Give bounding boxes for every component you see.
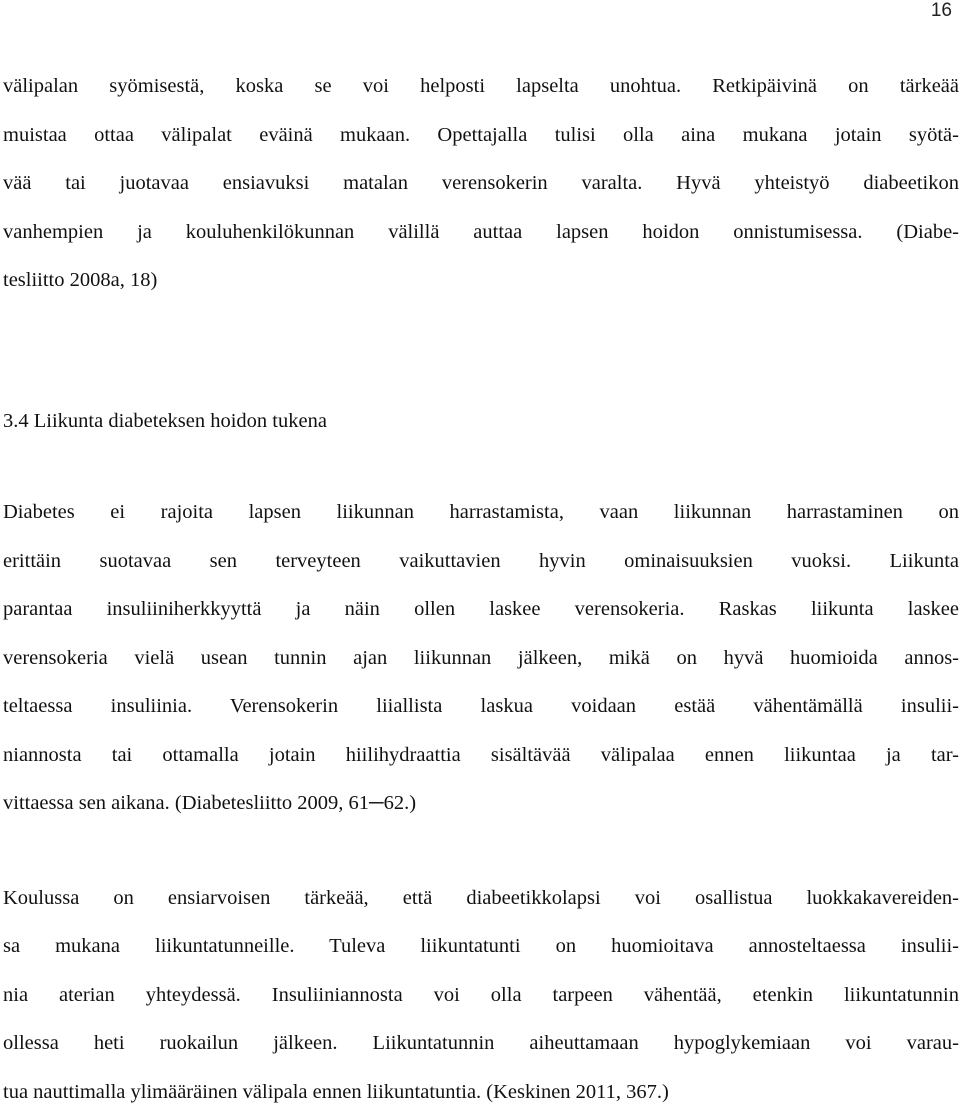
paragraph-line: ollessa heti ruokailun jälkeen. Liikuntatunnin aiheuttamaan hypoglykemiaan voi varau- xyxy=(3,1019,959,1068)
paragraph-line: tesliitto 2008a, 18) xyxy=(3,256,959,305)
paragraph-2 xyxy=(3,488,959,828)
paragraph-line: sa mukana liikuntatunneille. Tuleva liikuntatunti on huomioitava annosteltaessa insulii- xyxy=(3,922,959,971)
paragraph-1 xyxy=(3,62,959,305)
paragraph-line: parantaa insuliiniherkkyyttä ja näin ollen laskee verensokeria. Raskas liikunta laskee xyxy=(3,585,959,634)
paragraph-line: erittäin suotavaa sen terveyteen vaikuttavien hyvin ominaisuuksien vuoksi. Liikunta xyxy=(3,537,959,586)
spacer xyxy=(3,305,959,397)
paragraph-line: välipalan syömisestä, koska se voi helposti lapselta unohtua. Retkipäivinä on tärkeää xyxy=(3,62,959,111)
paragraph-line: muistaa ottaa välipalat eväinä mukaan. Opettajalla tulisi olla aina mukana jotain syötä- xyxy=(3,111,959,160)
paragraph-line: verensokeria vielä usean tunnin ajan liikunnan jälkeen, mikä on hyvä huomioida annos- xyxy=(3,634,959,683)
paragraph-line: vittaessa sen aikana. (Diabetesliitto 2009, 61─62.) xyxy=(3,779,959,828)
paragraph-3 xyxy=(3,874,959,1116)
paragraph-line: Diabetes ei rajoita lapsen liikunnan harrastamista, vaan liikunnan harrastaminen on xyxy=(3,488,959,537)
spacer xyxy=(3,445,959,488)
paragraph-line: vanhempien ja kouluhenkilökunnan välillä auttaa lapsen hoidon onnistumisessa. (Diabe- xyxy=(3,208,959,257)
page-number: 16 xyxy=(931,0,952,22)
paragraph-line: vää tai juotavaa ensiavuksi matalan verensokerin varalta. Hyvä yhteistyö diabeetikon xyxy=(3,159,959,208)
paragraph-line: Koulussa on ensiarvoisen tärkeää, että diabeetikkolapsi voi osallistua luokkakavereiden- xyxy=(3,874,959,923)
paragraph-line: teltaessa insuliinia. Verensokerin liiallista laskua voidaan estää vähentämällä insulii- xyxy=(3,682,959,731)
paragraph-line: nia aterian yhteydessä. Insuliiniannosta voi olla tarpeen vähentää, etenkin liikuntatunnin xyxy=(3,971,959,1020)
spacer xyxy=(3,828,959,874)
document-body xyxy=(3,62,959,1116)
paragraph-line: tua nauttimalla ylimääräinen välipala ennen liikuntatuntia. (Keskinen 2011, 367.) xyxy=(3,1068,959,1116)
section-heading: 3.4 Liikunta diabeteksen hoidon tukena xyxy=(3,397,959,446)
paragraph-line: niannosta tai ottamalla jotain hiilihydraattia sisältävää välipalaa ennen liikuntaa ja tar- xyxy=(3,731,959,780)
